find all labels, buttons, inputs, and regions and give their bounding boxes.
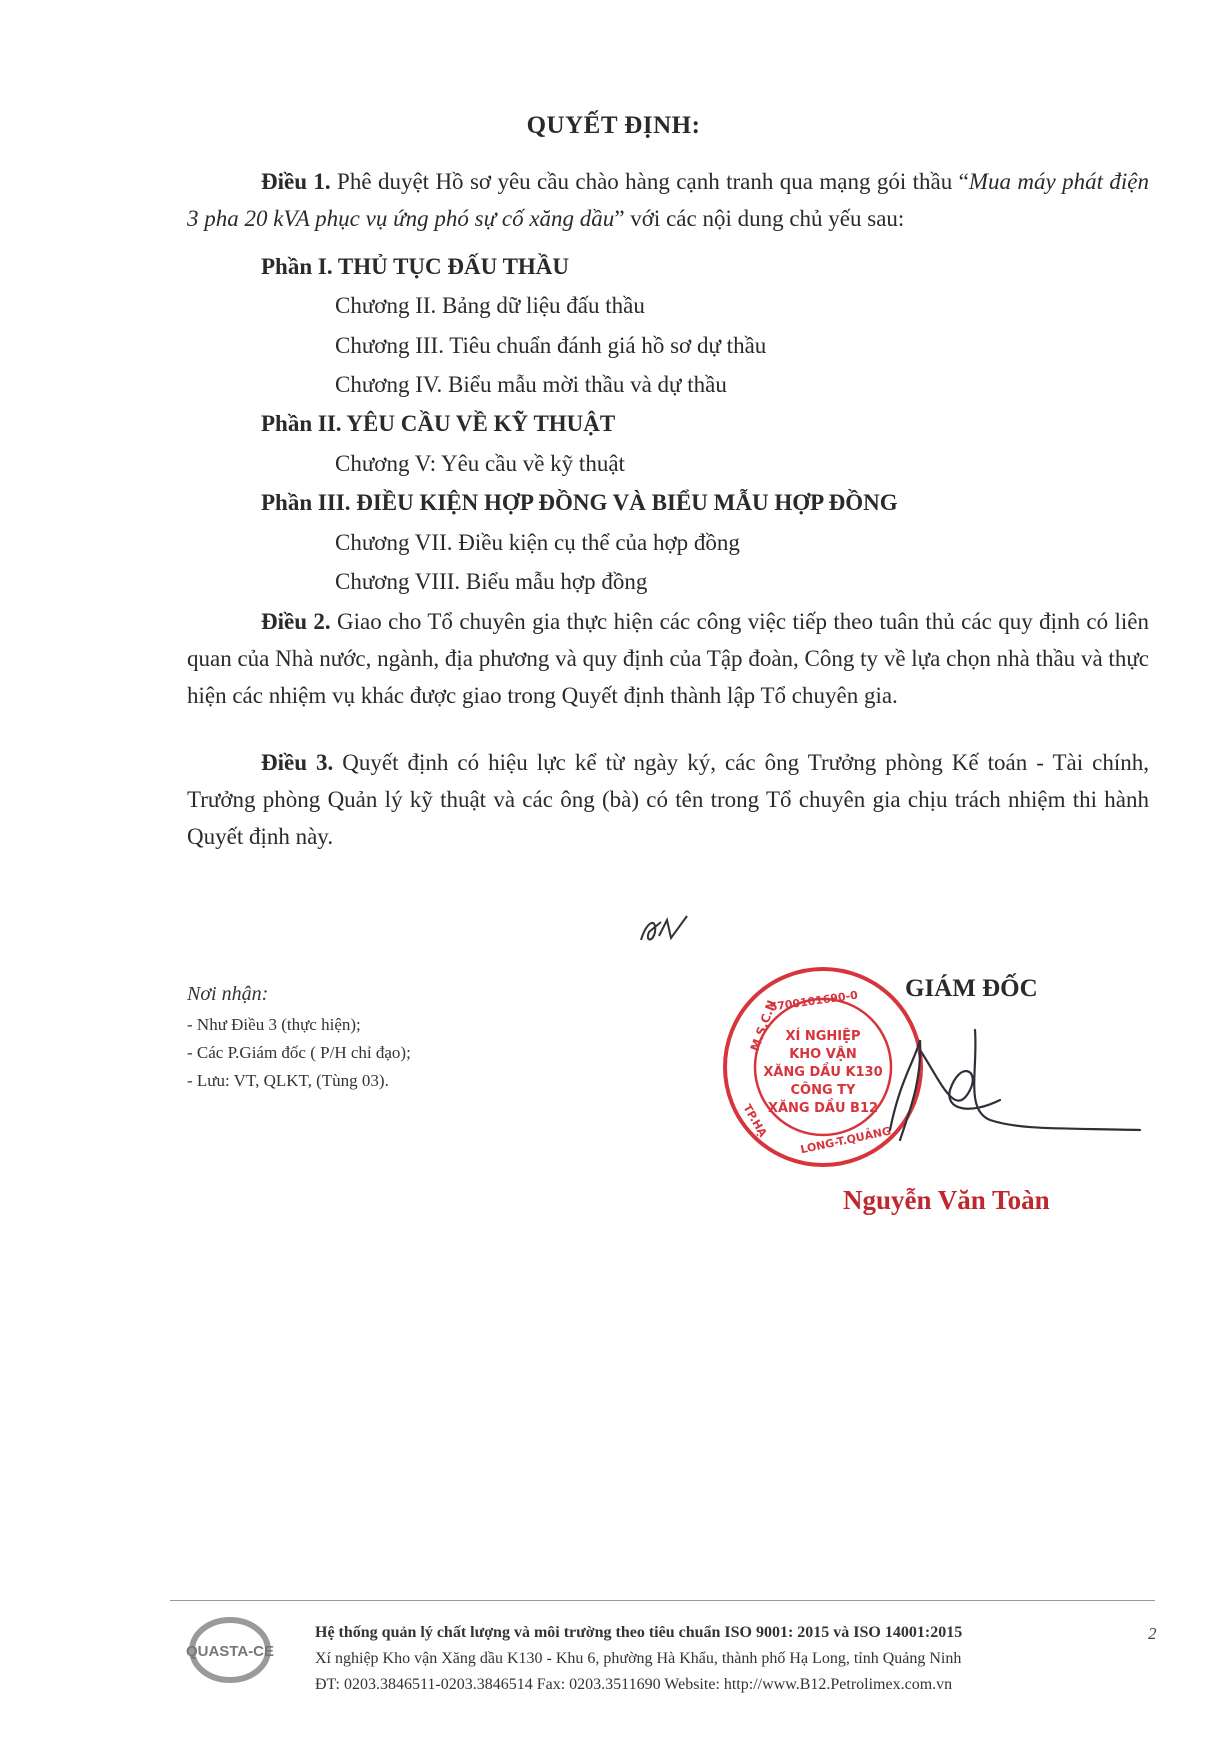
article-2-label: Điều 2. [261,609,331,634]
article-2 [187,603,1149,714]
package-name: Mua máy phát điện 3 pha 20 kVA phục vụ ứng phó sự cố xăng dầu [187,169,1149,231]
chapter-item: Chương V: Yêu cầu về kỹ thuật [335,451,625,476]
article-2-text: Giao cho Tổ chuyên gia thực hiện các công việc tiếp theo tuân thủ các quy định có liên quan của Nhà nước, ngành, địa phương và quy định của Tập đoàn, Công ty về lựa chọn nhà thầu và thực hiện các nhiệm vụ khác được giao trong Quyết định thành lập Tổ chuyên gia. [187,609,1149,708]
recipient-item: - Các P.Giám đốc ( P/H chỉ đạo); [187,1043,411,1062]
article-3-label: Điều 3. [261,750,334,775]
svg-text:5700101690-0: 5700101690-0 [768,988,859,1014]
recipient-item: - Như Điều 3 (thực hiện); [187,1015,361,1034]
chapter-item: Chương VII. Điều kiện cụ thể của hợp đồng [335,530,740,555]
svg-text:XĂNG DẦU K130: XĂNG DẦU K130 [763,1065,883,1080]
article-1-label: Điều 1. [261,169,331,194]
quasta-logo-text: QUASTA-CE [185,1643,275,1660]
svg-text:TP.HẠ: TP.HẠ [740,1102,770,1140]
footer-iso-line: Hệ thống quản lý chất lượng và môi trường theo tiêu chuẩn ISO 9001: 2015 và ISO 14001:2015 [315,1624,963,1641]
article-1 [187,163,1149,237]
svg-text:XÍ NGHIỆP: XÍ NGHIỆP [785,1029,861,1044]
director-title: GIÁM ĐỐC [905,975,1038,1002]
handwritten-signature [860,1020,1150,1150]
page-number: 2 [1148,1624,1157,1643]
recipients-title: Nơi nhận: [187,983,269,1005]
svg-text:KHO VẬN: KHO VẬN [789,1047,857,1062]
footer-contact-line: ĐT: 0203.3846511-0203.3846514 Fax: 0203.3511690 Website: http://www.B12.Petrolimex.com.vn [315,1676,953,1693]
chapter-item: Chương III. Tiêu chuẩn đánh giá hồ sơ dự thầu [335,333,767,358]
svg-text:LONG-T.QUẢNG: LONG-T.QUẢNG [799,1124,893,1157]
svg-text:CÔNG TY: CÔNG TY [790,1083,856,1098]
initials-mark [637,912,692,948]
svg-text:M.S.C.N: M.S.C.N [747,998,779,1054]
article-1-text-before: Phê duyệt Hồ sơ yêu cầu chào hàng cạnh tranh qua mạng gói thầu “ [330,169,969,194]
footer-address-line: Xí nghiệp Kho vận Xăng dầu K130 - Khu 6, phường Hà Khẩu, thành phố Hạ Long, tỉnh Quảng Ninh [315,1650,962,1667]
part-2-title: Phần II. YÊU CẦU VỀ KỸ THUẬT [261,411,616,436]
signer-name: Nguyễn Văn Toàn [843,1185,1050,1215]
quasta-logo [180,1615,280,1685]
chapter-item: Chương IV. Biểu mẫu mời thầu và dự thầu [335,372,727,397]
part-3-title: Phần III. ĐIỀU KIỆN HỢP ĐỒNG VÀ BIỂU MẪU HỢP ĐỒNG [261,490,898,515]
svg-text:XĂNG DẦU B12: XĂNG DẦU B12 [767,1101,879,1116]
chapter-item: Chương II. Bảng dữ liệu đấu thầu [335,293,645,318]
part-1-title: Phần I. THỦ TỤC ĐẤU THẦU [261,254,570,279]
article-1-text-after: ” với các nội dung chủ yếu sau: [614,206,905,231]
decision-title: QUYẾT ĐỊNH: [526,112,701,139]
article-3-text: Quyết định có hiệu lực kể từ ngày ký, các ông Trưởng phòng Kế toán - Tài chính, Trưởng phòng Quản lý kỹ thuật và các ông (bà) có tên trong Tổ chuyên gia chịu trách nhiệm thi hành Quyết định này. [187,750,1150,849]
recipient-item: - Lưu: VT, QLKT, (Tùng 03). [187,1071,389,1090]
chapter-item: Chương VIII. Biểu mẫu hợp đồng [335,569,648,594]
footer-divider [170,1600,1155,1601]
article-3 [187,744,1149,855]
